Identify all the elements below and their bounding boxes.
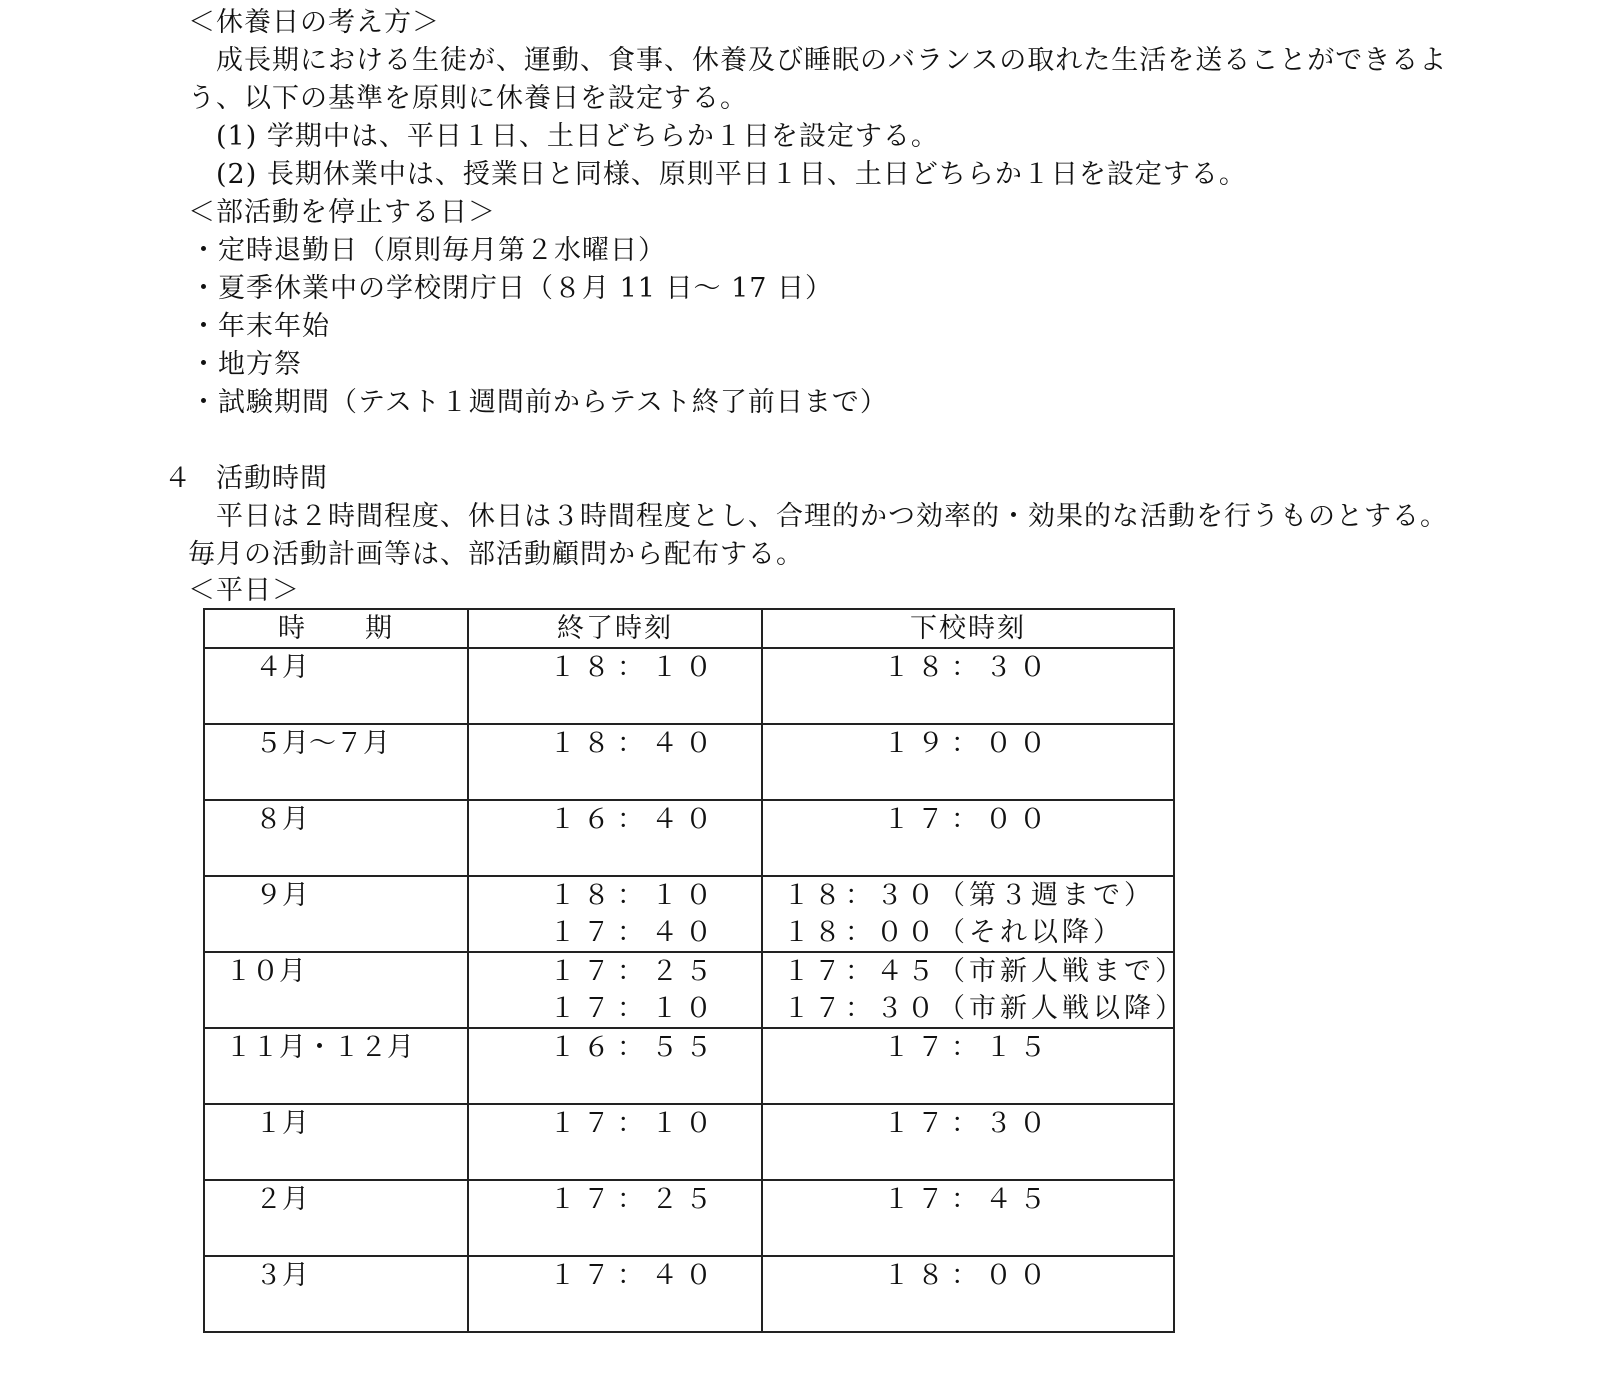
leave-time-cell (762, 800, 1174, 876)
period-label: ９月 (255, 880, 309, 911)
period-cell (204, 1180, 468, 1256)
period-cell (204, 876, 468, 952)
rest-day-intro-line2: う、以下の基準を原則に休養日を設定する。 (188, 83, 748, 114)
period-label: ８月 (255, 804, 309, 835)
rest-day-heading: ＜休養日の考え方＞ (188, 7, 440, 38)
leave-time-cell (762, 1180, 1174, 1256)
end-time-cell (468, 876, 762, 952)
end-time-cell (468, 1180, 762, 1256)
end-time: １７：４０ (549, 917, 719, 948)
leave-time: １７：３０（市新人戦以降） (783, 993, 1186, 1024)
period-label: １０月 (225, 956, 306, 987)
leave-time-cell (762, 1104, 1174, 1180)
section4-body-line1: 平日は２時間程度、休日は３時間程度とし、合理的かつ効率的・効果的な活動を行うものとする。 (216, 501, 1448, 532)
header-leave-time: 下校時刻 (762, 609, 1174, 648)
end-time-cell (468, 800, 762, 876)
period-label: ２月 (255, 1184, 309, 1215)
table-row (204, 1028, 1174, 1104)
table-row (204, 876, 1174, 952)
section4-number: ４ (164, 463, 192, 494)
end-time-cell (468, 724, 762, 800)
end-time: １８：１０ (549, 880, 719, 911)
leave-time: １８：３０ (883, 652, 1053, 683)
table-row (204, 800, 1174, 876)
end-time: １６：５５ (549, 1032, 719, 1063)
end-time-cell (468, 1104, 762, 1180)
section4-title: 活動時間 (216, 463, 328, 494)
period-cell (204, 952, 468, 1028)
period-cell (204, 800, 468, 876)
stop-days-item-3: ・年末年始 (190, 311, 330, 342)
stop-days-item-4: ・地方祭 (190, 349, 302, 380)
table-row (204, 1256, 1174, 1332)
table-row (204, 1104, 1174, 1180)
end-time: １７：２５ (549, 1184, 719, 1215)
end-time-cell (468, 952, 762, 1028)
period-label: ５月～７月 (255, 728, 390, 759)
stop-days-item-5: ・試験期間（テスト１週間前からテスト終了前日まで） (190, 387, 888, 418)
period-cell (204, 1028, 468, 1104)
stop-days-heading: ＜部活動を停止する日＞ (188, 197, 496, 228)
leave-time-cell (762, 952, 1186, 1028)
header-end-time: 終了時刻 (468, 609, 762, 648)
leave-time-cell (762, 648, 1174, 724)
leave-time: １８：００ (883, 1260, 1053, 1291)
period-label: １月 (255, 1108, 309, 1139)
leave-time-cell (762, 724, 1174, 800)
period-label: １１月・１２月 (225, 1032, 414, 1063)
weekday-heading: ＜平日＞ (188, 575, 300, 606)
stop-days-item-2: ・夏季休業中の学校閉庁日（８月 11 日～ 17 日） (190, 273, 834, 304)
header-period: 時 期 (204, 609, 468, 648)
end-time: １７：１０ (549, 993, 719, 1024)
leave-time: １７：４５ (883, 1184, 1053, 1215)
period-cell (204, 648, 468, 724)
leave-time: １８：３０（第３週まで） (783, 880, 1155, 911)
end-time-cell (468, 648, 762, 724)
period-cell (204, 724, 468, 800)
leave-time-cell (762, 1256, 1174, 1332)
table-header-row (204, 609, 1174, 648)
end-time: １８：１０ (549, 652, 719, 683)
table-row (204, 648, 1174, 724)
end-time: １７：１０ (549, 1108, 719, 1139)
end-time: １７：２５ (549, 956, 719, 987)
period-cell (204, 1256, 468, 1332)
period-cell (204, 1104, 468, 1180)
section4-body-line2: 毎月の活動計画等は、部活動顧問から配布する。 (188, 539, 804, 570)
end-time: １７：４０ (549, 1260, 719, 1291)
rest-day-intro-line1: 成長期における生徒が、運動、食事、休養及び睡眠のバランスの取れた生活を送ることができるよ (216, 45, 1448, 76)
leave-time: １７：３０ (883, 1108, 1053, 1139)
end-time-cell (468, 1256, 762, 1332)
leave-time: １７：００ (883, 804, 1053, 835)
end-time: １８：４０ (549, 728, 719, 759)
end-time: １６：４０ (549, 804, 719, 835)
stop-days-item-1: ・定時退勤日（原則毎月第２水曜日） (190, 235, 666, 266)
table-row (204, 724, 1174, 800)
table-row (204, 1180, 1174, 1256)
leave-time: １７：１５ (883, 1032, 1053, 1063)
table-row (204, 952, 1174, 1028)
period-label: ３月 (255, 1260, 309, 1291)
leave-time: １８：００（それ以降） (783, 917, 1124, 948)
weekday-schedule-table (203, 608, 1186, 1333)
leave-time: １７：４５（市新人戦まで） (783, 956, 1186, 987)
rest-day-item-2: (2) 長期休業中は、授業日と同様、原則平日１日、土日どちらか１日を設定する。 (216, 159, 1247, 190)
leave-time-cell (762, 1028, 1174, 1104)
leave-time-cell (762, 876, 1174, 952)
leave-time: １９：００ (883, 728, 1053, 759)
end-time-cell (468, 1028, 762, 1104)
period-label: ４月 (255, 652, 309, 683)
rest-day-item-1: (1) 学期中は、平日１日、土日どちらか１日を設定する。 (216, 121, 939, 152)
